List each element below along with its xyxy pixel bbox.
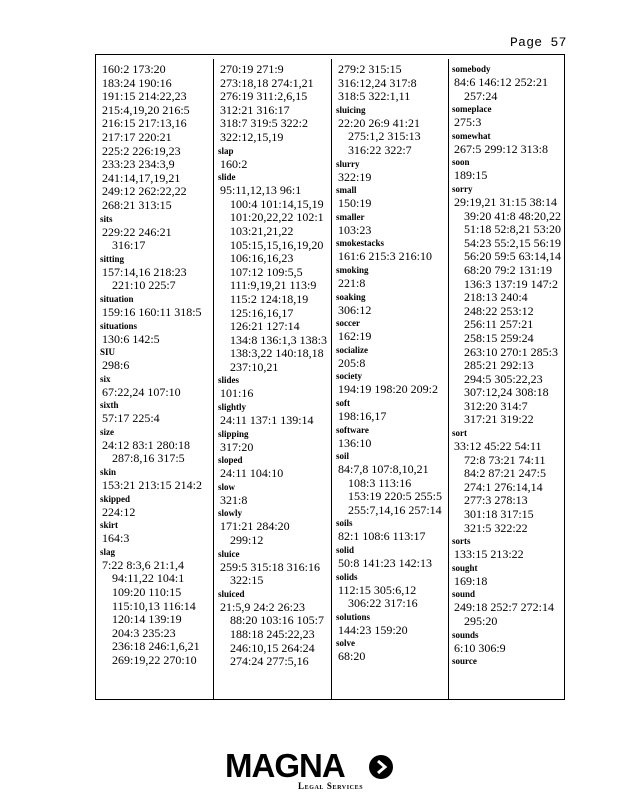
index-references: 103:21,21,22 (230, 223, 294, 238)
index-headword: solve (336, 638, 355, 649)
index-references: 21:5,9 24:2 26:23 (220, 599, 306, 614)
logo-wordmark: MAGNA (225, 747, 345, 784)
index-headword: sound (452, 589, 476, 600)
index-column-2 (218, 63, 330, 669)
column-divider (213, 59, 214, 699)
index-references: 275:3 (454, 115, 482, 130)
index-references: 236:18 246:1,6,21 (112, 639, 200, 654)
index-references: 287:8,16 317:5 (112, 451, 185, 466)
index-references: 84:7,8 107:8,10,21 (338, 462, 429, 477)
index-references: 144:23 159:20 (338, 622, 408, 637)
index-references: 279:2 315:15 (338, 62, 402, 76)
logo-subtitle: Legal Services (298, 781, 364, 791)
index-headword: source (452, 656, 477, 667)
index-references: 133:15 213:22 (454, 547, 524, 562)
index-headword: size (100, 426, 114, 437)
index-references: 22:20 26:9 41:21 (338, 115, 421, 130)
index-references: 318:5 322:1,11 (338, 89, 411, 104)
index-references: 7:22 8:3,6 21:1,4 (102, 557, 185, 572)
index-frame (95, 54, 565, 700)
index-headword: skirt (100, 520, 118, 531)
index-references: 82:1 108:6 113:17 (338, 529, 426, 544)
index-references: 111:9,19,21 113:9 (230, 278, 317, 293)
index-references: 322:12,15,19 (220, 129, 284, 144)
index-references: 68:20 79:2 131:19 (464, 262, 553, 277)
index-references: 24:11 137:1 139:14 (220, 413, 314, 428)
index-references: 164:3 (102, 531, 130, 546)
index-references: 94:11,22 104:1 (112, 571, 185, 586)
index-references: 107:12 109:5,5 (230, 264, 303, 279)
index-references: 277:3 278:13 (464, 493, 528, 508)
index-references: 316:12,24 317:8 (338, 75, 417, 90)
index-headword: socialize (336, 344, 368, 355)
index-references: 88:20 103:16 105:7 (230, 613, 325, 628)
index-references: 56:20 59:5 63:14,14 (464, 249, 562, 264)
index-references: 317:20 (220, 439, 254, 454)
index-headword: sluice (218, 548, 240, 559)
index-references: 84:6 146:12 252:21 (454, 75, 549, 89)
index-headword: society (336, 371, 362, 382)
index-headword: slap (218, 145, 234, 156)
index-references: 189:15 (454, 168, 488, 183)
column-divider (448, 59, 449, 699)
index-headword: sounds (452, 629, 479, 640)
index-references: 103:23 (338, 222, 372, 237)
index-references: 285:21 292:13 (464, 358, 534, 373)
index-references: 183:24 190:16 (102, 75, 172, 90)
index-references: 153:21 213:15 214:2 (102, 478, 203, 493)
index-references: 57:17 225:4 (102, 411, 160, 426)
index-references: 259:5 315:18 316:16 (220, 559, 321, 574)
index-headword: smoking (336, 264, 369, 275)
index-references: 273:18,18 274:1,21 (220, 75, 314, 90)
index-references: 162:19 (338, 329, 372, 344)
index-references: 125:16,16,17 (230, 305, 294, 320)
index-references: 136:10 (338, 435, 372, 450)
index-references: 29:19,21 31:15 38:14 (454, 194, 558, 209)
index-references: 274:24 277:5,16 (230, 654, 309, 669)
index-references: 321:8 (220, 492, 248, 507)
index-references: 249:18 252:7 272:14 (454, 600, 555, 615)
index-headword: small (336, 185, 357, 196)
index-headword: somebody (452, 64, 491, 74)
index-headword: situation (100, 293, 134, 304)
index-references: 188:18 245:22,23 (230, 627, 315, 641)
index-headword: skipped (100, 493, 131, 504)
index-headword: slow (218, 481, 236, 492)
index-headword: slides (218, 375, 240, 386)
index-references: 105:15,15,16,19,20 (230, 237, 324, 252)
index-headword: sorts (452, 536, 471, 547)
index-column-4 (452, 63, 564, 668)
index-references: 224:12 (102, 504, 136, 519)
index-references: 106:16,16,23 (230, 251, 294, 266)
index-headword: soil (336, 451, 350, 462)
index-headword: sloped (218, 455, 243, 466)
index-references: 218:13 240:4 (464, 290, 528, 305)
index-references: 275:1,2 315:13 (348, 129, 421, 144)
index-references: 263:10 270:1 285:3 (464, 344, 559, 359)
index-headword: sits (100, 213, 113, 224)
index-references: 318:7 319:5 322:2 (220, 116, 309, 131)
index-column-1 (100, 63, 212, 668)
index-references: 316:22 322:7 (348, 142, 412, 157)
index-references: 50:8 141:23 142:13 (338, 556, 433, 571)
index-references: 322:15 (230, 573, 264, 588)
index-references: 115:10,13 116:14 (112, 598, 196, 613)
index-references: 317:21 319:22 (464, 412, 534, 427)
index-references: 191:15 214:22,23 (102, 89, 187, 104)
index-headword: sought (452, 562, 478, 573)
index-references: 233:23 234:3,9 (102, 157, 175, 172)
index-references: 120:14 139:19 (112, 612, 182, 627)
index-references: 217:17 220:21 (102, 129, 172, 144)
index-references: 100:4 101:14,15,19 (230, 196, 324, 211)
index-headword: somewhat (452, 130, 491, 141)
index-headword: skin (100, 467, 117, 478)
index-references: 294:5 305:22,23 (464, 371, 543, 386)
index-references: 256:11 257:21 (464, 317, 534, 332)
index-references: 229:22 246:21 (102, 224, 172, 239)
index-references: 276:19 311:2,6,15 (220, 89, 308, 104)
index-references: 249:12 262:22,22 (102, 184, 187, 199)
index-references: 301:18 317:15 (464, 507, 534, 522)
index-references: 115:2 124:18,19 (230, 291, 309, 306)
index-references: 205:8 (338, 355, 366, 370)
index-headword: situations (100, 320, 138, 331)
index-references: 161:6 215:3 216:10 (338, 249, 433, 264)
index-headword: smaller (336, 211, 365, 222)
index-column-3 (336, 63, 448, 664)
index-references: 101:20,22,22 102:1 (230, 210, 324, 225)
index-references: 160:2 (220, 156, 248, 171)
index-references: 138:3,22 140:18,18 (230, 346, 324, 361)
index-references: 257:24 (464, 88, 498, 103)
index-headword: sort (452, 428, 467, 439)
column-divider (331, 59, 332, 699)
index-references: 298:6 (102, 358, 130, 373)
index-headword: sixth (100, 400, 119, 411)
index-headword: solutions (336, 611, 371, 622)
index-references: 295:20 (464, 614, 498, 628)
index-references: 321:5 322:22 (464, 520, 528, 535)
index-references: 237:10,21 (230, 359, 279, 374)
index-references: 270:19 271:9 (220, 62, 284, 76)
index-references: 258:15 259:24 (464, 330, 534, 345)
magna-logo (0, 748, 618, 796)
index-references: 169:18 (454, 573, 488, 588)
index-references: 160:2 173:20 (102, 62, 166, 76)
index-references: 204:3 235:23 (112, 625, 176, 640)
index-references: 126:21 127:14 (230, 319, 300, 334)
index-references: 268:21 313:15 (102, 197, 172, 212)
index-references: 95:11,12,13 96:1 (220, 183, 302, 198)
index-headword: sitting (100, 253, 125, 264)
index-references: 39:20 41:8 48:20,22 (464, 208, 562, 223)
index-references: 24:11 104:10 (220, 466, 284, 481)
index-references: 221:8 (338, 275, 366, 290)
index-references: 194:19 198:20 209:2 (338, 382, 439, 397)
index-references: 171:21 284:20 (220, 519, 290, 534)
index-headword: slide (218, 172, 236, 183)
index-headword: sluiced (218, 588, 245, 599)
index-references: 159:16 160:11 318:5 (102, 304, 202, 319)
index-references: 101:16 (220, 386, 254, 401)
index-headword: soccer (336, 318, 360, 329)
index-references: 109:20 110:15 (112, 585, 182, 600)
index-references: 67:22,24 107:10 (102, 384, 181, 399)
index-references: 130:6 142:5 (102, 331, 160, 346)
index-headword: smokestacks (336, 238, 385, 249)
index-references: 33:12 45:22 54:11 (454, 439, 542, 454)
index-references: 221:10 225:7 (112, 278, 176, 293)
index-headword: sluicing (336, 104, 366, 115)
index-headword: six (100, 373, 111, 384)
index-headword: soils (336, 518, 353, 529)
index-references: 134:8 136:1,3 138:3 (230, 332, 328, 347)
index-references: 255:7,14,16 257:14 (348, 502, 442, 517)
page-number: Page 57 (510, 35, 567, 50)
chevron-right-circle-icon (369, 755, 393, 779)
index-references: 269:19,22 270:10 (112, 653, 197, 667)
index-headword: slurry (336, 158, 360, 169)
index-references: 24:12 83:1 280:18 (102, 437, 191, 452)
index-references: 312:21 316:17 (220, 102, 290, 117)
index-headword: SIU (100, 347, 116, 358)
index-headword: slightly (218, 402, 247, 413)
index-references: 112:15 305:6,12 (338, 582, 417, 597)
index-references: 150:19 (338, 196, 372, 211)
index-references: 84:2 87:21 247:5 (464, 466, 547, 481)
index-references: 198:16,17 (338, 408, 387, 423)
index-references: 267:5 299:12 313:8 (454, 141, 549, 156)
index-references: 306:12 (338, 302, 372, 317)
index-references: 153:19 220:5 255:5 (348, 489, 443, 504)
index-references: 157:14,16 218:23 (102, 264, 187, 279)
index-references: 306:22 317:16 (348, 596, 418, 611)
index-references: 246:10,15 264:24 (230, 640, 315, 655)
index-references: 241:14,17,19,21 (102, 170, 181, 185)
index-references: 312:20 314:7 (464, 398, 528, 413)
index-references: 54:23 55:2,15 56:19 (464, 235, 562, 250)
index-references: 248:22 253:12 (464, 303, 534, 318)
index-headword: slag (100, 546, 116, 557)
index-headword: sorry (452, 183, 473, 194)
index-references: 307:12,24 308:18 (464, 385, 549, 400)
index-headword: soon (452, 157, 470, 168)
index-references: 299:12 (230, 533, 264, 548)
index-references: 51:18 52:8,21 53:20 (464, 222, 562, 237)
index-headword: solids (336, 571, 358, 582)
index-references: 225:2 226:19,23 (102, 143, 181, 158)
index-references: 6:10 306:9 (454, 640, 506, 655)
index-headword: solid (336, 545, 355, 556)
index-headword: slipping (218, 428, 249, 439)
index-references: 136:3 137:19 147:2 (464, 276, 559, 291)
index-headword: soft (336, 397, 350, 408)
index-references: 68:20 (338, 649, 366, 664)
index-headword: slowly (218, 508, 243, 519)
index-references: 216:15 217:13,16 (102, 116, 187, 131)
index-headword: software (336, 424, 369, 435)
index-references: 72:8 73:21 74:11 (464, 452, 546, 467)
index-references: 274:1 276:14,14 (464, 479, 543, 494)
index-references: 108:3 113:16 (348, 475, 412, 490)
index-headword: soaking (336, 291, 366, 302)
index-headword: someplace (452, 104, 492, 115)
index-references: 316:17 (112, 238, 146, 253)
index-references: 322:19 (338, 169, 372, 184)
index-references: 215:4,19,20 216:5 (102, 102, 190, 117)
